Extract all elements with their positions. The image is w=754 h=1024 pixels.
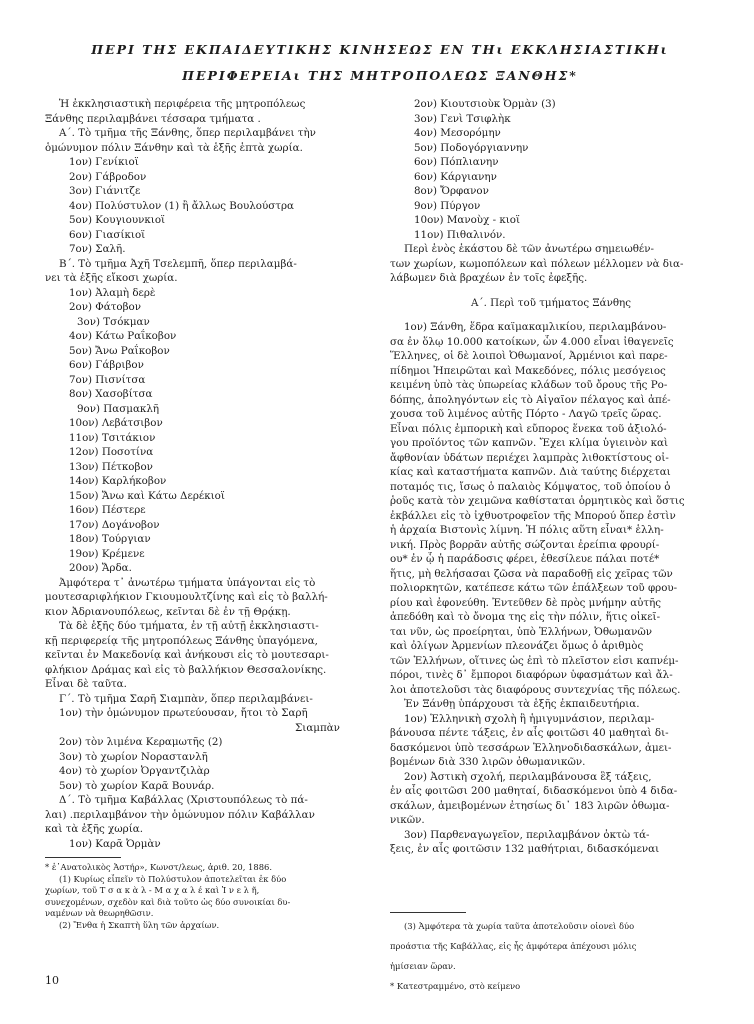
text-line: γου προϊόντος τῶν καπνῶν. Ἔχει κλίμα ὑγιεινὸν καὶ: [390, 437, 669, 449]
text-line: τῶν Ἑλλήνων, οἵτινες ὡς ἐπὶ τὸ πλεῖστον εἰσι καπνέμ-: [390, 654, 679, 667]
text-line: ἡ ἀρχαία Βιστονὶς λίμνη. Ἡ πόλις αὕτη εἶναι* ἑλλη-: [390, 524, 664, 536]
list-item: 4ον) τὸ χωρίον Ὀργαντζιλὰρ: [59, 765, 210, 777]
footnote: χωρίων, τοῦ Τ σ α κ ὰ λ - Μ α χ α λ έ καὶ Ἰ ν ε λ ῆ,: [45, 885, 260, 895]
list-item: 15ον) Ἄνω καὶ Κάτω Δερέκιοϊ: [69, 489, 225, 502]
text-line: ἐκβάλλει εἰς τὸ ἰχθυοτροφεῖον τῆς Μπορού ὅπερ ἐστὶν: [390, 509, 676, 522]
footnote: (1) Κυρίως εἶπεῖν τὸ Πολύστυλον ἀποτελεῖται ἐκ δύο: [59, 873, 287, 884]
text-line: Περὶ ἑνὸς ἑκάστου δὲ τῶν ἀνωτέρω σημειωθέν-: [404, 243, 654, 255]
text-line: λαι) .περιλαμβάνον τὴν ὁμώνυμον πόλιν Καβάλλαν: [45, 808, 315, 821]
right-footnotes: [390, 906, 712, 1001]
text-line: ποταμός τις, ἴσως ὁ παλαιὸς Κόμψατος, τοῦ ὁποίου ὁ: [390, 480, 671, 493]
text-line: ρίου καὶ ἐφονεύθη. Ἐντεῦθεν δὲ πρὸς μνήμην αὐτῆς: [390, 596, 662, 609]
text-line: κιον Ἀδριανουπόλεως, κεῖνται δὲ ἐν τῇ Θρᾴκῃ.: [45, 605, 291, 618]
text-line: Β΄. Τὸ τμῆμα Ἀχῆ Τσελεμπῆ, ὅπερ περιλαμβά-: [59, 257, 297, 270]
list-item: 6ον) Γιασίκιοϊ: [69, 228, 146, 241]
list-item: 6ον) Γάβριβον: [69, 359, 144, 371]
text-line: Ἡ ἐκκλησιαστικὴ περιφέρεια τῆς μητροπόλεως: [59, 98, 306, 110]
text-line: βάνουσα πέντε τάξεις, ἐν αἷς φοιτῶσι 40 μαθηταὶ δι-: [390, 727, 669, 739]
text-line: ἥτις, μὴ θελήσασαι ζῶσα νὰ παραδοθῇ εἰς χεῖρας τῶν: [390, 567, 673, 580]
list-item: 10ον) Λεβάτσιβον: [69, 417, 163, 429]
list-item: 7ον) Σαλῆ.: [69, 243, 126, 255]
right-column: [390, 97, 712, 857]
list-item: 4ον) Μεσορόμην: [414, 127, 501, 139]
list-item: 3ον) Τσόκμαν: [77, 315, 150, 328]
text-line: 2ον) Ἀστικὴ σχολή, περιλαμβάνουσα ἓξ τάξεις,: [404, 770, 652, 783]
text-line: Δ΄. Τὸ τμῆμα Καβάλλας (Χριστουπόλεως τὸ πά-: [59, 794, 308, 806]
list-item: 6ον) Κάργιανην: [414, 170, 497, 183]
list-item: 17ον) Δογάνοβον: [69, 518, 160, 531]
list-item: 8ον) Χασοβίτσα: [69, 388, 153, 400]
list-item: 3ον) Γιάνιτζε: [69, 185, 141, 197]
text-line: κίας καὶ καταστήματα καπνῶν. Διὰ ταύτης διέρχεται: [390, 466, 671, 478]
footnote: ἡμίσειαν ὥραν.: [390, 961, 456, 972]
text-line: φλήκιον Δράμας καὶ εἰς τὸ βαλλήκιον Θεσσαλονίκης.: [45, 663, 327, 676]
text-line: βομένων διὰ 330 λιρῶν ὀθωμανικῶν.: [390, 756, 586, 768]
text-line: σκάλων, ἀμειβομένων ἐτησίως δι᾽ 183 λιρῶν ὀθωμα-: [390, 799, 670, 812]
footnote-divider: [45, 857, 121, 858]
text-line: λάβωμεν διὰ βραχέων ἐν τοῖς ἐφεξῆς.: [390, 272, 588, 284]
text-line: λοι ἀποτελοῦσι τὰς διαφόρους συντεχνίας τῆς πόλεως.: [390, 683, 681, 696]
text-line: ται νῦν, ὡς προείρηται, ὑπὸ Ἑλλήνων, Ὀθωμανῶν: [390, 625, 653, 638]
page-number: 10: [45, 974, 59, 987]
text-line: πόροι, τινὲς δ᾽ ἔμποροι διαφόρων ὑφασμάτων καὶ ἄλ-: [390, 669, 673, 681]
list-item: 5ον) τὸ χωρίον Καρᾶ Βουνάρ.: [59, 779, 215, 792]
text-line: ἀπεδόθη καὶ τὸ ὄνομα της εἰς τὴν πόλιν, ἥτις οἰκεῖ-: [390, 611, 661, 623]
text-line: Εἶναι πόλις ἐμπορικὴ καὶ εὔπορος ἕνεκα τοῦ ἀξιολό-: [390, 422, 667, 435]
list-item: 1ον) Καρᾶ Ὀρμὰν: [69, 837, 161, 850]
list-item: 1ον) τὴν ὁμώνυμον πρωτεύουσαν, ἤτοι τὸ Σαρῆ: [59, 707, 308, 719]
list-item: 7ον) Πισνίτσα: [69, 373, 146, 386]
footnote-divider: [390, 912, 466, 913]
list-item: 16ον) Πέστερε: [69, 504, 146, 516]
text-line: δόπης, ἀποληγόντων εἰς τὸ Αἰγαῖον πέλαγος καὶ ἀπέ-: [390, 393, 671, 406]
list-item: 5ον) Κουγιουνκιοϊ: [69, 214, 166, 226]
text-line: Ξάνθης περιλαμβάνει τέσσαρα τμήματα .: [45, 112, 261, 125]
list-item: Σιαμπὰν: [295, 721, 340, 734]
page-title-line-2: ΠΕΡΙΦΕΡΕΙΑι ΤΗΣ ΜΗΤΡΟΠΟΛΕΩΣ ΞΑΝΘΗΣ*: [182, 68, 578, 83]
text-line: σα ἐν ὅλῳ 10.000 κατοίκων, ὧν 4.000 εἶναι ἰθαγενεῖς: [390, 335, 674, 348]
footnote: συνεχομένων, σχεδὸν καὶ διὰ τοῦτο ὡς δύο συνοικίαι δυ-: [45, 896, 291, 907]
text-line: ῥοῦς κατὰ τὸν χειμῶνα καθίσταται ὁρμητικὸς καὶ ὅστις: [390, 495, 685, 507]
text-line: 1ον) Ἑλληνικὴ σχολὴ ἢ ἡμιγυμνάσιον, περιλαμ-: [404, 712, 655, 725]
list-item: 4ον) Πολύστυλον (1) ἢ ἄλλως Βουλούστρα: [69, 199, 294, 212]
text-line: καὶ ὀλίγων Ἀρμενίων πλεονάζει ὅμως ὁ ἀριθμὸς: [390, 640, 644, 652]
list-item: 10ον) Μανοὺχ - κιοϊ: [414, 214, 521, 226]
text-line: ξεις, ἐν αἷς φοιτῶσιν 132 μαθήτριαι, διδασκόμεναι: [390, 843, 660, 855]
list-item: 2ον) Φάτοβον: [69, 301, 142, 313]
list-item: 11ον) Πιθαλινόν.: [414, 228, 506, 241]
left-footnotes: [45, 862, 373, 931]
text-line: πίδημοι Ἠπειρῶται καὶ Μακεδόνες, πόλις μεσόγειος: [390, 364, 666, 377]
list-item: 12ον) Ποσοτίνα: [69, 446, 154, 458]
list-item: 9ον) Πασμακλῆ: [77, 402, 160, 415]
page-title-line-1: ΠΕΡΙ ΤΗΣ ΕΚΠΑΙΔΕΥΤΙΚΗΣ ΚΙΝΗΣΕΩΣ ΕΝ ΤΗι ΕΚΚΛΗΣΙΑΣΤΙΚΗι: [91, 42, 669, 57]
list-item: 2ον) Γάβροδον: [69, 170, 147, 183]
text-line: των χωρίων, κωμοπόλεων καὶ πόλεων μέλλομεν νὰ δια-: [390, 257, 684, 270]
text-line: κεῖνται ἐν Μακεδονίᾳ καὶ ἀνήκουσι εἰς τὸ μουτεσαρι-: [45, 649, 329, 661]
list-item: 5ον) Ποδογόργιαννην: [414, 141, 529, 154]
text-line: 1ον) Ξάνθη, ἕδρα καϊμακαμλικίου, περιλαμβάνου-: [404, 321, 667, 333]
text-line: Τὰ δὲ ἑξῆς δύο τμήματα, ἐν τῇ αὐτῇ ἐκκλησιαστι-: [59, 620, 319, 632]
footnote: (3) Ἀμφότερα τὰ χωρία ταῦτα ἀποτελοῦσιν οἰονεὶ δύο: [404, 921, 635, 932]
list-item: 2ον) τὸν λιμένα Κεραμωτῆς (2): [59, 736, 223, 748]
text-line: κῇ περιφερείᾳ τῆς μητροπόλεως Ξάνθης ὑπαγόμενα,: [45, 634, 318, 647]
left-column: [45, 97, 373, 931]
text-line: καὶ τὰ ἑξῆς χωρία.: [45, 823, 143, 835]
text-line: ἄφθονίαν ὑδάτων περιέχει λαμπρὰς λιθοκτίστους οἰ-: [390, 451, 669, 464]
footnote: * ἐ᾽Ανατολικὸς Ἀστήρ», Κωνστ/λεως, ἀριθ. 20, 1886.: [45, 862, 273, 872]
list-item: 2ον) Κιουτσιοὺκ Ὀρμὰν (3): [414, 98, 556, 110]
list-item: 20ον) Ἄρδα.: [69, 562, 132, 574]
text-line: μουτεσαριφλήκιον Γκιουμουλτζίνης καὶ εἰς τὸ βαλλή-: [45, 591, 328, 603]
text-line: Ἀμφότερα τ᾽ ἀνωτέρω τμήματα ὑπάγονται εἰς τὸ: [59, 576, 316, 589]
text-line: νει τὰ ἑξῆς εἴκοσι χωρία.: [45, 272, 178, 284]
list-item: 9ον) Πύργον: [414, 199, 481, 212]
list-item: 18ον) Τούργιαν: [69, 533, 151, 545]
list-item: 3ον) τὸ χωρίον Νοραστανλῆ: [59, 750, 208, 763]
list-item: 3ον) Γενὶ Τσιφλὴκ: [414, 112, 511, 125]
text-line: Α΄. Τὸ τμῆμα τῆς Ξάνθης, ὅπερ περιλαμβάνει τὴν: [59, 127, 316, 139]
text-line: ἐν αἷς φοιτῶσι 200 μαθηταί, διδασκόμενοι ὑπὸ 4 διδα-: [390, 785, 678, 797]
footnote: προάστια τῆς Καβάλλας, εἰς ἧς ἀμφότερα ἀπέχουσι μόλις: [390, 941, 637, 952]
text-line: πολιορκητῶν, κατέπεσε κάτω τῶν ἐπάλξεων τοῦ φρου-: [390, 582, 678, 594]
text-line: ὁμώνυμον πόλιν Ξάνθην καὶ τὰ ἑξῆς ἑπτὰ χωρία.: [45, 141, 303, 154]
list-item: 11ον) Τσιτάκιον: [69, 431, 156, 444]
text-line: Εἶναι δὲ ταῦτα.: [45, 678, 127, 690]
footnote: (2) Ἔνθα ἡ Σκαπτὴ ὕλη τῶν ἀρχαίων.: [59, 919, 220, 930]
text-line: ου* ἐν ᾧ ἡ παράδοσις φέρει, ἐθεσίλευε πάλαι ποτέ*: [390, 553, 660, 565]
text-line: Ἕλληνες, οἱ δὲ λοιποὶ Ὀθωμανοί, Ἀρμένιοι καὶ παρε-: [390, 350, 668, 362]
text-line: δασκόμενοι ὑπὸ τεσσάρων Ἑλληνοδιδασκάλων, ἀμει-: [390, 741, 672, 754]
list-item: 13ον) Πέτκοβον: [69, 460, 153, 473]
list-item: 14ον) Καρλήκοβον: [69, 475, 167, 487]
text-line: νική. Πρὸς βορρᾶν αὐτῆς σώζονται ἐρείπια φρουρί-: [390, 538, 660, 551]
list-item: 6ον) Πόπλιανην: [414, 156, 499, 168]
section-title: Α΄. Περὶ τοῦ τμήματος Ξάνθης: [471, 296, 631, 309]
text-line: Ἐν Ξάνθῃ ὑπάρχουσι τὰ ἑξῆς ἐκπαιδευτήρια.: [404, 698, 640, 710]
text-line: κειμένη ὑπὸ τὰς ὑπωρείας κλάδων τοῦ ὄρους τῆς Ρο-: [390, 379, 668, 391]
list-item: 4ον) Κάτω Ραΐκοβον: [69, 330, 177, 342]
text-line: Γ΄. Τὸ τμῆμα Σαρῆ Σιαμπὰν, ὅπερ περιλαμβάνει-: [59, 692, 313, 705]
list-item: 19ον) Κρέμενε: [69, 547, 145, 560]
list-item: 1ον) Ἀλαμὴ δερὲ: [69, 286, 156, 299]
list-item: 8ον) Ὄρφανον: [414, 185, 489, 197]
footnote: ναμένων νὰ θεωρηθῶσιν.: [45, 908, 154, 918]
text-line: νικῶν.: [390, 814, 425, 826]
text-line: 3ον) Παρθεναγωγεῖον, περιλαμβάνον ὀκτὼ τά-: [404, 828, 650, 841]
list-item: 1ον) Γενίκιοϊ: [69, 156, 139, 168]
list-item: 5ον) Ἄνω Ραΐκοβον: [69, 344, 170, 357]
text-line: χουσα τοῦ λιμένος αὐτῆς Πόρτο - Λαγῶ τρεῖς ὥρας.: [390, 408, 662, 420]
footnote: * Κατεστραμμένο, στὸ κείμενο: [390, 981, 521, 992]
